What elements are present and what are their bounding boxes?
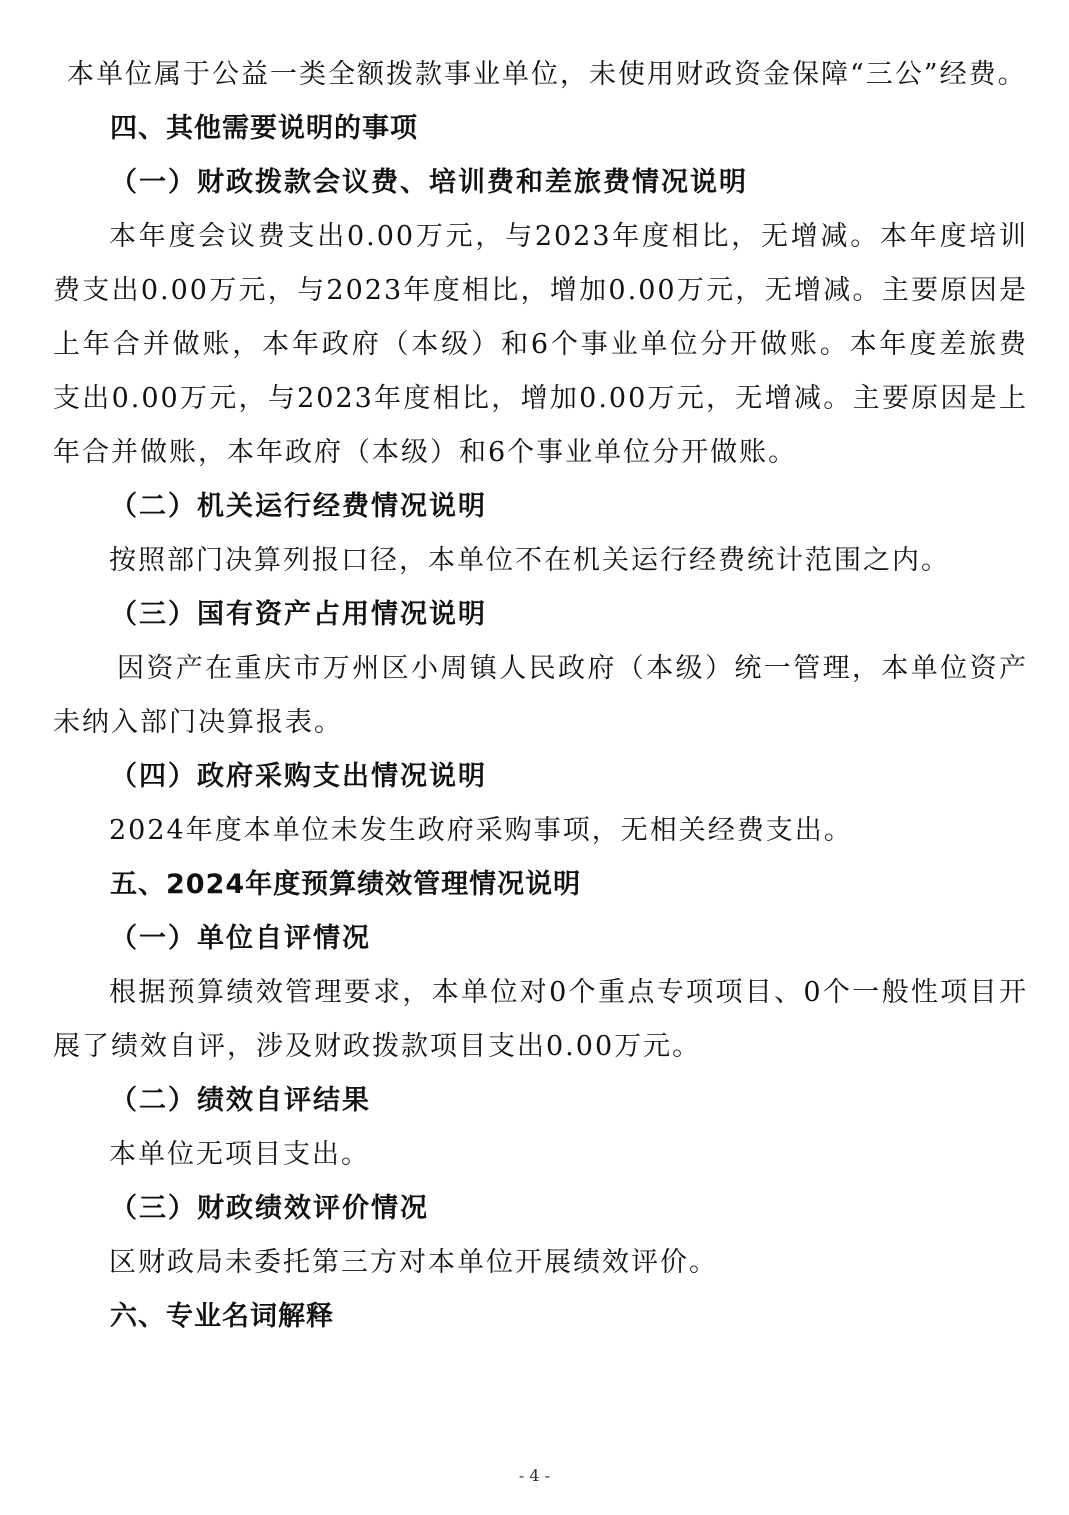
section-4-heading: 四、其他需要说明的事项 [110,113,418,144]
section-4-sub2-body: 按照部门决算列报口径，本单位不在机关运行经费统计范围之内。 [109,545,950,576]
section-6-heading: 六、专业名词解释 [110,1301,334,1332]
section-4-sub1-heading: （一）财政拨款会议费、培训费和差旅费情况说明 [110,167,748,198]
page-number: - 4 - [518,1466,551,1485]
section-5-sub1-body: 根据预算绩效管理要求，本单位对0个重点专项项目、0个一般性项目开展了绩效自评，涉及财政拨款项目支出0.00万元。 [53,977,1028,1062]
section-4-sub1-body: 本年度会议费支出0.00万元，与2023年度相比，无增减。本年度培训费支出0.00万元，与2023年度相比，增加0.00万元，无增减。主要原因是上年合并做账，本年政府（本级）和6个事业单位分开做账。本年度差旅费支出0.00万元，与2023年度相比，增加0.00万元，无增减。主要原因是上年合并做账，本年政府（本级）和6个事业单位分开做账。 [53,221,1028,468]
section-4-sub4-heading: （四）政府采购支出情况说明 [110,761,487,792]
section-4-sub2-heading: （二）机关运行经费情况说明 [110,491,487,522]
section-5-sub3-heading: （三）财政绩效评价情况 [110,1193,429,1224]
section-4-sub3-heading: （三）国有资产占用情况说明 [110,599,487,630]
section-5-sub2-body: 本单位无项目支出。 [109,1139,370,1170]
section-5-sub1-heading: （一）单位自评情况 [110,923,371,954]
section-4-sub4-body: 2024年度本单位未发生政府采购事项，无相关经费支出。 [109,815,853,846]
section-5-sub3-body: 区财政局未委托第三方对本单位开展绩效评价。 [109,1247,718,1278]
section-5-sub2-heading: （二）绩效自评结果 [110,1085,371,1116]
section-5-heading: 五、2024年度预算绩效管理情况说明 [110,869,582,900]
section-4-sub3-body: 因资产在重庆市万州区小周镇人民政府（本级）统一管理，本单位资产未纳入部门决算报表。 [53,653,1028,738]
intro-paragraph: 本单位属于公益一类全额拨款事业单位，未使用财政资金保障“三公”经费。 [67,59,1027,90]
